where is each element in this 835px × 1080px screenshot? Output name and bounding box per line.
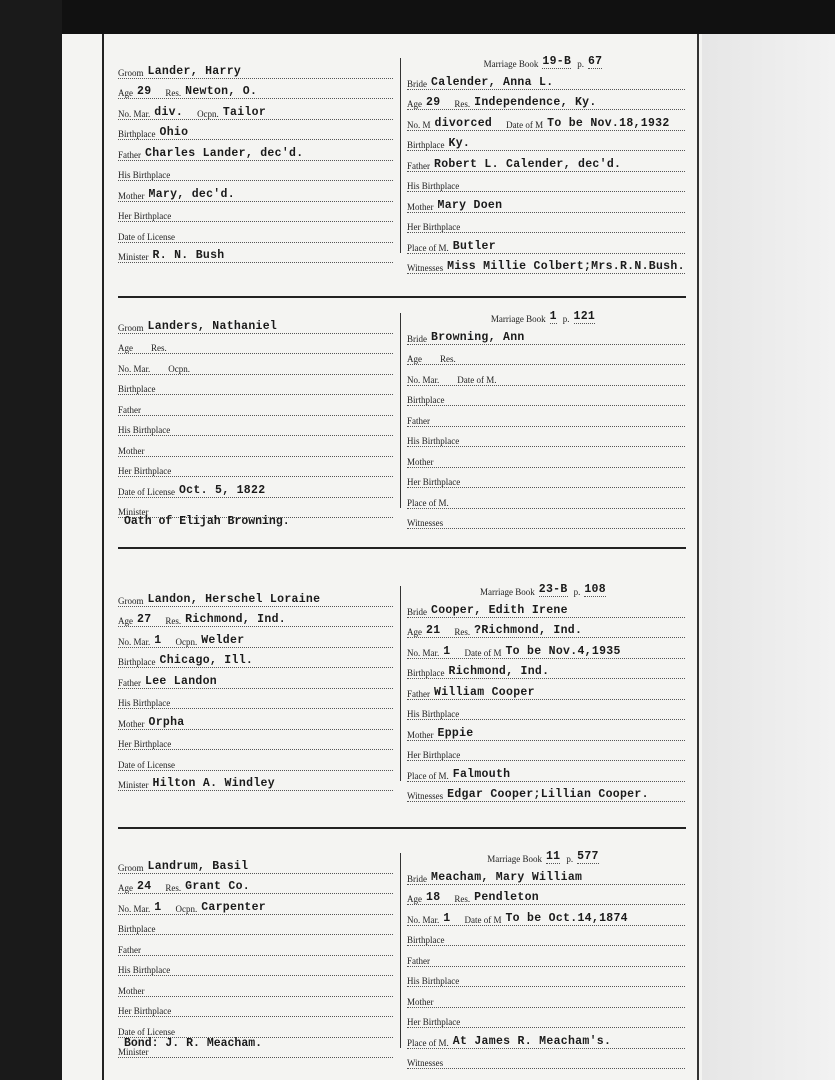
field-label: Her Birthplace — [118, 466, 172, 476]
marriage-book-reference — [407, 305, 685, 324]
field-label: Date of License — [118, 1026, 175, 1037]
field-label: Date of M — [464, 914, 502, 925]
groom-field-row — [118, 436, 393, 457]
field-label: Age — [407, 627, 422, 637]
page-label: p. — [562, 314, 570, 324]
field-label: Age — [118, 883, 133, 893]
field-label: No. Mar. — [407, 647, 440, 658]
field-label: Father — [118, 149, 141, 160]
marriage-book-label: Marriage Book — [487, 854, 542, 864]
bride-field-row — [407, 447, 685, 468]
field-label: His Birthplace — [118, 698, 171, 708]
field-label: Ocpn. — [197, 108, 219, 119]
bride-field-row — [407, 1028, 685, 1049]
field-value: Meacham, Mary William — [431, 870, 583, 884]
bride-field-row — [407, 905, 685, 926]
field-value: 1 — [154, 900, 162, 914]
field-label: No. Mar. — [118, 108, 151, 119]
field-label: Her Birthplace — [407, 222, 461, 232]
field-value: Robert L. Calender, dec'd. — [434, 157, 622, 171]
field-value: 29 — [426, 96, 441, 109]
field-value: R. N. Bush — [152, 249, 225, 262]
bride-field-row — [407, 213, 685, 234]
field-label: Res. — [151, 343, 167, 353]
field-label: Witnesses — [407, 1058, 444, 1068]
groom-field-row — [118, 935, 393, 956]
bride-field-row — [407, 618, 685, 639]
page-label: p. — [577, 59, 584, 69]
field-label: Age — [118, 616, 133, 626]
field-label: Birthplace — [118, 657, 156, 667]
groom-field-row — [118, 771, 393, 792]
groom-field-row — [118, 140, 393, 161]
bride-field-row — [407, 345, 685, 366]
field-label: Birthplace — [118, 129, 156, 139]
bride-field-row — [407, 233, 685, 254]
groom-field-row — [118, 395, 393, 416]
field-label: Father — [407, 160, 430, 171]
field-label: Ocpn. — [168, 363, 190, 374]
field-label: Mother — [407, 456, 434, 467]
field-label: Witnesses — [407, 791, 444, 801]
bride-field-row — [407, 69, 685, 90]
marriage-book-page: 121 — [573, 310, 596, 323]
field-label: Groom — [118, 67, 144, 78]
groom-field-row — [118, 689, 393, 710]
field-label: No. Mar. — [407, 374, 440, 385]
field-value: Richmond, Ind. — [185, 613, 286, 626]
bride-field-row — [407, 659, 685, 680]
field-label: Birthplace — [407, 935, 445, 945]
bride-field-row — [407, 741, 685, 762]
field-label: Minister — [118, 252, 149, 262]
field-label: Birthplace — [118, 384, 156, 394]
field-value: 18 — [426, 891, 441, 904]
groom-field-row — [118, 477, 393, 498]
field-value: Hilton A. Windley — [152, 777, 275, 790]
groom-field-row — [118, 334, 393, 355]
scan-border-top — [0, 0, 835, 34]
groom-field-row — [118, 58, 393, 79]
field-label: Father — [407, 415, 430, 426]
field-value: Richmond, Ind. — [448, 665, 550, 678]
bride-field-row — [407, 90, 685, 111]
marriage-book-page: 67 — [587, 55, 603, 68]
field-label: Her Birthplace — [118, 211, 172, 221]
field-label: Her Birthplace — [407, 750, 461, 760]
field-label: Her Birthplace — [118, 1006, 172, 1016]
field-label: Date of M — [506, 119, 544, 130]
column-divider — [400, 853, 401, 1048]
field-label: Mother — [118, 445, 145, 456]
bride-field-row — [407, 1008, 685, 1029]
bride-field-row — [407, 172, 685, 193]
field-label: No. Mar. — [407, 914, 440, 925]
field-label: Place of M. — [407, 1037, 449, 1048]
field-label: His Birthplace — [407, 976, 460, 986]
record-note: Bond: J. R. Meacham. — [124, 1037, 263, 1050]
field-label: Witnesses — [407, 263, 444, 273]
field-label: Witnesses — [407, 518, 444, 528]
field-value: 27 — [137, 613, 152, 626]
bride-field-row — [407, 427, 685, 448]
field-label: Res. — [165, 883, 182, 893]
bride-field-row — [407, 885, 685, 906]
groom-field-row — [118, 375, 393, 396]
bride-field-row — [407, 700, 685, 721]
field-label: Father — [407, 688, 430, 699]
field-label: Father — [118, 404, 141, 415]
field-label: His Birthplace — [407, 436, 460, 446]
field-label: Res. — [454, 894, 471, 904]
bride-field-row — [407, 324, 685, 345]
groom-field-row — [118, 976, 393, 997]
groom-field-row — [118, 120, 393, 141]
field-value: Cooper, Edith Irene — [431, 603, 568, 617]
field-value: 1 — [443, 644, 451, 658]
groom-field-row — [118, 586, 393, 607]
field-value: Ohio — [159, 126, 189, 139]
groom-field-row — [118, 750, 393, 771]
field-label: Date of License — [118, 231, 175, 242]
groom-section — [118, 853, 393, 1058]
groom-field-row — [118, 202, 393, 223]
field-value: Mary Doen — [437, 198, 503, 212]
field-value: To be Oct.14,1874 — [505, 911, 628, 925]
bride-field-row — [407, 1049, 685, 1070]
groom-section — [118, 58, 393, 263]
marriage-book-number: 19-B — [542, 55, 572, 68]
marriage-book-label: Marriage Book — [480, 587, 535, 597]
field-label: Father — [118, 944, 141, 955]
groom-field-row — [118, 161, 393, 182]
bride-field-row — [407, 468, 685, 489]
groom-field-row — [118, 668, 393, 689]
bride-field-row — [407, 365, 685, 386]
field-value: Tailor — [222, 105, 267, 119]
groom-field-row — [118, 648, 393, 669]
field-label: Res. — [165, 616, 182, 626]
field-label: Mother — [118, 190, 145, 201]
marriage-book-reference — [407, 578, 685, 597]
record-divider — [118, 547, 686, 549]
field-label: Date of License — [118, 759, 175, 770]
bride-section — [407, 305, 685, 529]
bride-section — [407, 578, 685, 802]
groom-field-row — [118, 709, 393, 730]
groom-section — [118, 313, 393, 518]
bride-field-row — [407, 131, 685, 152]
field-value: Miss Millie Colbert;Mrs.R.N.Bush. — [447, 260, 685, 273]
field-label: Ocpn. — [175, 903, 198, 914]
field-label: Age — [118, 343, 133, 353]
field-value: To be Nov.18,1932 — [547, 116, 670, 130]
groom-field-row — [118, 853, 393, 874]
groom-field-row — [118, 1017, 393, 1038]
marriage-book-reference — [407, 50, 685, 69]
field-value: Landers, Nathaniel — [147, 319, 278, 333]
field-label: Place of M. — [407, 242, 449, 253]
groom-field-row — [118, 222, 393, 243]
bride-field-row — [407, 926, 685, 947]
field-label: Mother — [118, 985, 145, 996]
field-value: Eppie — [437, 726, 474, 740]
bride-field-row — [407, 638, 685, 659]
field-label: Mother — [407, 729, 434, 740]
field-value: Landon, Herschel Loraine — [147, 592, 321, 606]
field-label: His Birthplace — [407, 709, 460, 719]
groom-field-row — [118, 874, 393, 895]
field-value: 29 — [137, 85, 152, 98]
groom-field-row — [118, 354, 393, 375]
groom-section — [118, 586, 393, 791]
field-label: Father — [407, 955, 430, 966]
field-label: Birthplace — [407, 668, 445, 678]
marriage-book-page: 577 — [577, 850, 599, 863]
field-label: Birthplace — [407, 140, 445, 150]
field-label: Bride — [407, 873, 427, 884]
groom-field-row — [118, 915, 393, 936]
field-label: Age — [407, 354, 422, 364]
groom-field-row — [118, 313, 393, 334]
record-divider — [118, 827, 686, 829]
field-value: Lander, Harry — [147, 64, 242, 78]
field-label: Res. — [454, 627, 471, 637]
groom-field-row — [118, 607, 393, 628]
field-value: 1 — [154, 633, 162, 647]
field-value: Edgar Cooper;Lillian Cooper. — [447, 788, 649, 801]
field-value: Carpenter — [201, 900, 267, 914]
field-label: Date of M. — [457, 374, 497, 385]
marriage-book-number: 1 — [549, 310, 557, 323]
field-value: ?Richmond, Ind. — [474, 624, 583, 637]
groom-field-row — [118, 627, 393, 648]
bride-field-row — [407, 761, 685, 782]
field-label: Her Birthplace — [118, 739, 172, 749]
field-label: Bride — [407, 78, 427, 89]
page-label: p. — [573, 587, 581, 597]
field-label: Res. — [454, 99, 471, 109]
field-label: Groom — [118, 862, 144, 873]
field-value: Independence, Ky. — [474, 96, 597, 109]
bride-field-row — [407, 192, 685, 213]
field-value: At James R. Meacham's. — [452, 1034, 612, 1048]
groom-field-row — [118, 457, 393, 478]
marriage-book-reference — [407, 845, 685, 864]
field-label: Date of License — [118, 486, 175, 497]
marriage-book-number: 23-B — [538, 583, 568, 596]
field-label: Date of M — [464, 647, 502, 658]
groom-field-row — [118, 243, 393, 264]
field-label: Age — [118, 88, 133, 98]
field-value: Oct. 5, 1822 — [178, 483, 266, 497]
field-value: Butler — [452, 239, 496, 253]
field-label: Age — [407, 894, 422, 904]
bride-field-row — [407, 488, 685, 509]
field-value: Orpha — [148, 715, 185, 729]
bride-field-row — [407, 679, 685, 700]
column-divider — [400, 586, 401, 781]
field-value: div. — [154, 105, 184, 119]
field-value: Browning, Ann — [431, 330, 525, 344]
field-value: Chicago, Ill. — [159, 654, 254, 667]
groom-field-row — [118, 894, 393, 915]
field-label: Her Birthplace — [407, 1017, 461, 1027]
bride-field-row — [407, 597, 685, 618]
field-value: Landrum, Basil — [147, 859, 249, 873]
bride-field-row — [407, 967, 685, 988]
field-value: Pendleton — [474, 891, 539, 904]
field-label: Bride — [407, 606, 427, 617]
groom-field-row — [118, 181, 393, 202]
field-value: Calender, Anna L. — [431, 75, 554, 89]
record-divider — [118, 296, 686, 298]
groom-field-row — [118, 99, 393, 120]
field-label: Mother — [118, 718, 145, 729]
field-value: Grant Co. — [185, 880, 250, 893]
scan-border-left — [0, 0, 62, 1080]
field-value: Welder — [201, 633, 245, 647]
page-right-rule — [697, 34, 699, 1080]
bride-field-row — [407, 254, 685, 275]
field-label: Age — [407, 99, 422, 109]
groom-field-row — [118, 79, 393, 100]
marriage-book-number: 11 — [545, 850, 561, 863]
field-value: 21 — [426, 624, 441, 637]
field-label: Res. — [440, 354, 456, 364]
column-divider — [400, 313, 401, 508]
field-label: No. Mar. — [118, 636, 151, 647]
field-label: Ocpn. — [175, 636, 198, 647]
field-value: Charles Lander, dec'd. — [145, 146, 304, 160]
field-value: Newton, O. — [185, 85, 258, 98]
groom-field-row — [118, 730, 393, 751]
page-left-rule — [102, 34, 104, 1080]
marriage-book-page: 108 — [584, 583, 606, 596]
field-label: No. Mar. — [118, 903, 151, 914]
bride-field-row — [407, 946, 685, 967]
field-label: His Birthplace — [407, 181, 460, 191]
field-label: Place of M. — [407, 770, 449, 781]
bride-section — [407, 50, 685, 274]
groom-field-row — [118, 997, 393, 1018]
field-label: Her Birthplace — [407, 477, 461, 487]
field-label: Place of M. — [407, 497, 449, 508]
bride-field-row — [407, 110, 685, 131]
field-label: Groom — [118, 322, 144, 333]
field-label: Res. — [165, 88, 182, 98]
field-label: Birthplace — [407, 395, 445, 405]
bride-field-row — [407, 720, 685, 741]
field-value: 24 — [137, 880, 152, 893]
field-value: divorced — [434, 116, 493, 130]
column-divider — [400, 58, 401, 253]
field-label: No. Mar. — [118, 363, 151, 374]
groom-field-row — [118, 416, 393, 437]
field-label: Father — [118, 677, 141, 688]
record-note: Oath of Elijah Browning. — [124, 515, 290, 528]
bride-field-row — [407, 509, 685, 530]
bride-field-row — [407, 864, 685, 885]
scan-margin-right — [702, 34, 835, 1080]
field-label: His Birthplace — [118, 425, 171, 435]
field-label: No. M — [407, 119, 431, 130]
groom-field-row — [118, 956, 393, 977]
field-label: Birthplace — [118, 924, 156, 934]
marriage-book-label: Marriage Book — [483, 59, 539, 69]
bride-field-row — [407, 151, 685, 172]
field-value: Lee Landon — [145, 674, 218, 688]
bride-field-row — [407, 406, 685, 427]
field-label: His Birthplace — [118, 170, 171, 180]
field-label: Minister — [118, 507, 149, 517]
field-value: 1 — [443, 911, 451, 925]
field-label: Mother — [407, 996, 434, 1007]
field-label: His Birthplace — [118, 965, 171, 975]
bride-field-row — [407, 987, 685, 1008]
page-label: p. — [566, 854, 574, 864]
field-label: Minister — [118, 1047, 149, 1057]
field-value: Ky. — [448, 137, 471, 150]
field-value: Mary, dec'd. — [148, 187, 235, 201]
bride-field-row — [407, 386, 685, 407]
field-label: Minister — [118, 780, 149, 790]
field-label: Mother — [407, 201, 434, 212]
field-label: Groom — [118, 595, 144, 606]
bride-section — [407, 845, 685, 1069]
field-value: William Cooper — [434, 685, 535, 699]
field-label: Bride — [407, 333, 427, 344]
field-value: Falmouth — [452, 767, 511, 781]
bride-field-row — [407, 782, 685, 803]
field-value: To be Nov.4,1935 — [505, 644, 621, 658]
marriage-book-label: Marriage Book — [490, 314, 546, 324]
